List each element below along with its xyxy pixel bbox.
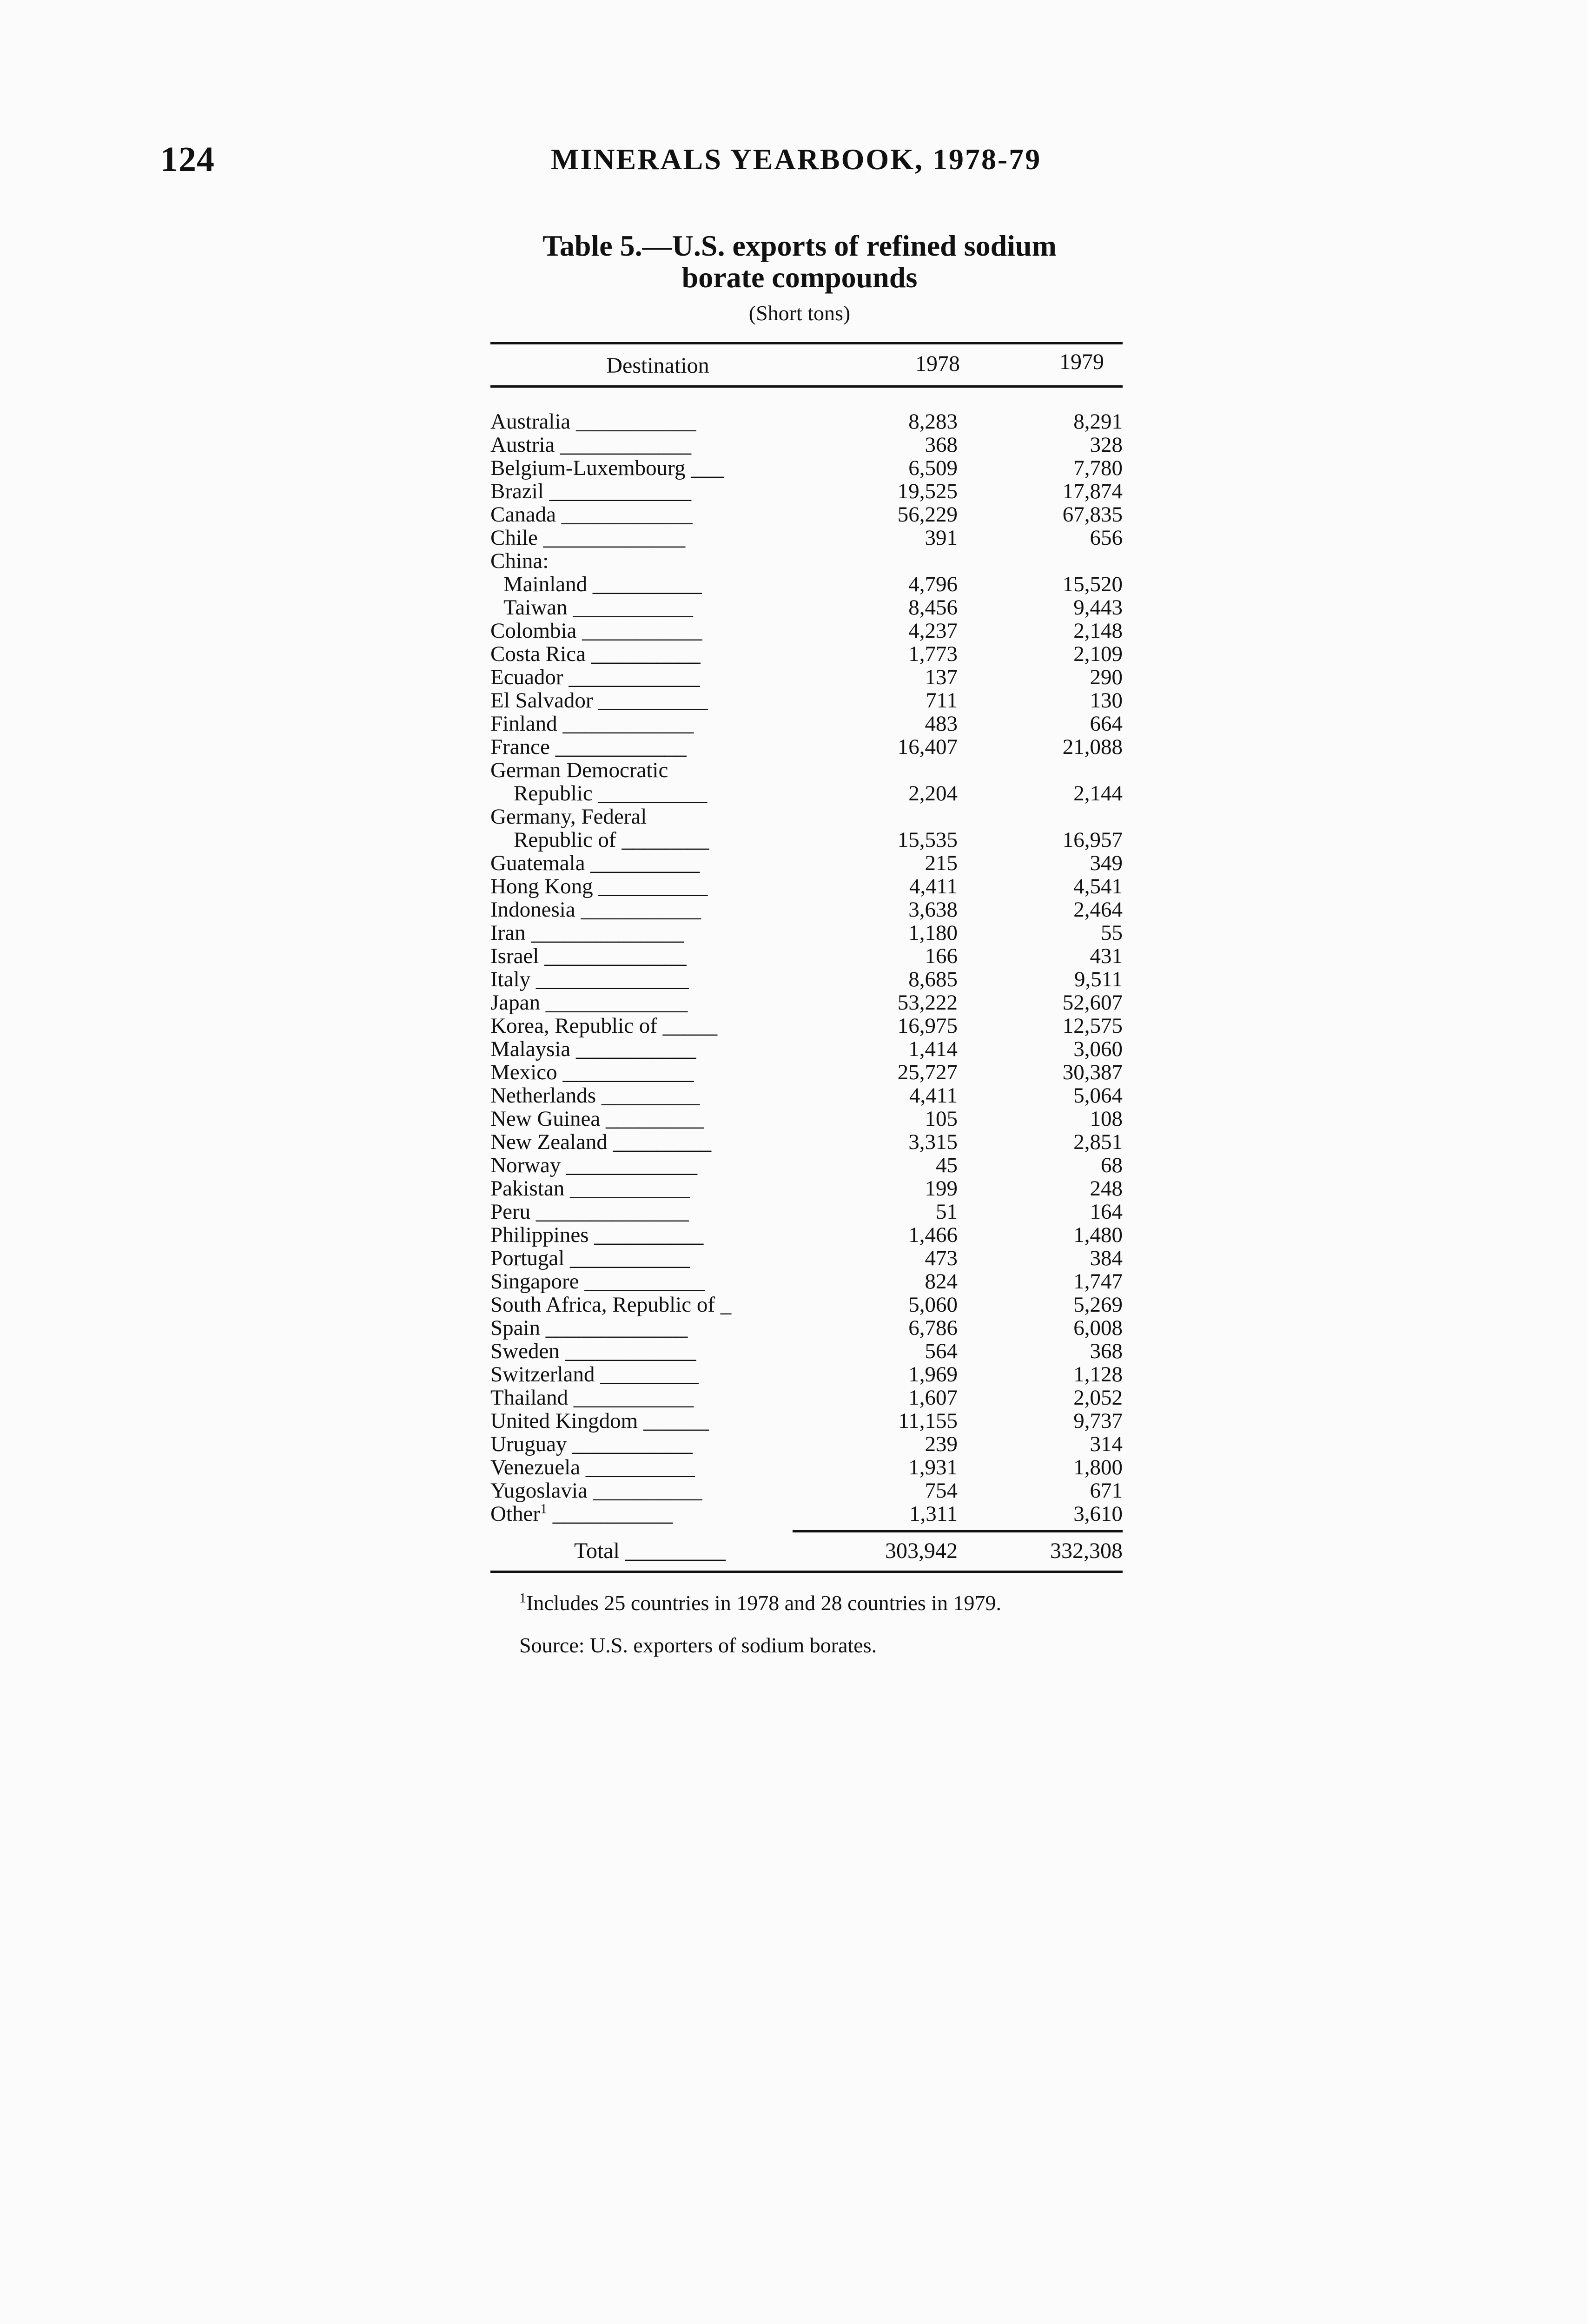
row-destination: Mexico ____________: [490, 1060, 694, 1084]
table-row: [490, 433, 1123, 456]
row-destination: Other$^1$ ___________: [490, 1501, 673, 1526]
row-destination: Switzerland _________: [490, 1362, 699, 1386]
row-value-1979: 130: [1090, 688, 1123, 713]
total-1978: 303,942: [885, 1538, 958, 1563]
table-row: [490, 991, 1123, 1014]
row-value-1978: 19,525: [897, 479, 958, 503]
row-destination: Pakistan ___________: [490, 1176, 690, 1201]
row-value-1978: 166: [925, 944, 958, 968]
row-value-1979: 4,541: [1073, 874, 1123, 898]
row-value-1978: 199: [925, 1176, 958, 1201]
row-value-1978: 51: [936, 1200, 958, 1224]
row-destination: Malaysia ___________: [490, 1037, 696, 1061]
table-row: [490, 1223, 1123, 1247]
row-destination: Yugoslavia __________: [490, 1479, 702, 1503]
row-destination: Mainland __________: [503, 572, 702, 596]
row-value-1978: 391: [925, 526, 958, 550]
footnote-marker: 1: [519, 1590, 526, 1606]
row-value-1979: 17,874: [1062, 479, 1123, 503]
row-value-1978: 6,786: [908, 1316, 958, 1340]
row-value-1979: 9,737: [1073, 1409, 1123, 1433]
row-value-1978: 239: [925, 1432, 958, 1456]
row-value-1978: 3,638: [908, 898, 958, 922]
table-row: [490, 1154, 1123, 1177]
row-destination: Costa Rica __________: [490, 642, 701, 666]
table-row: [490, 968, 1123, 991]
row-value-1979: 30,387: [1062, 1060, 1123, 1084]
row-value-1979: 349: [1090, 851, 1123, 875]
table-row: [490, 1433, 1123, 1456]
row-value-1978: 25,727: [897, 1060, 958, 1084]
row-value-1979: 2,851: [1073, 1130, 1123, 1154]
table-title: [476, 230, 1123, 293]
row-value-1979: 52,607: [1062, 990, 1123, 1015]
row-value-1979: 3,060: [1073, 1037, 1123, 1061]
row-destination: New Zealand _________: [490, 1130, 712, 1154]
row-destination: Netherlands _________: [490, 1083, 700, 1108]
row-destination: Australia ___________: [490, 409, 696, 434]
row-value-1979: 368: [1090, 1339, 1123, 1363]
total-1979: 332,308: [1050, 1538, 1123, 1563]
row-value-1979: 12,575: [1062, 1014, 1123, 1038]
row-value-1978: 15,535: [897, 828, 958, 852]
row-destination: United Kingdom ______: [490, 1409, 709, 1433]
row-value-1979: 67,835: [1062, 502, 1123, 527]
row-destination: Hong Kong __________: [490, 874, 708, 898]
row-value-1978: 3,315: [908, 1130, 958, 1154]
row-destination: China:: [490, 549, 549, 573]
row-destination: Venezuela __________: [490, 1455, 695, 1479]
table-row: [490, 735, 1123, 759]
table-body: [490, 410, 1123, 1525]
row-destination: Japan _____________: [490, 990, 688, 1015]
table-row: [490, 642, 1123, 666]
row-destination: Thailand ___________: [490, 1386, 694, 1410]
row-value-1978: 8,685: [908, 967, 958, 991]
table-row: [490, 1316, 1123, 1340]
row-destination: Colombia ___________: [490, 619, 702, 643]
row-value-1979: 2,464: [1073, 898, 1123, 922]
row-destination: Austria ____________: [490, 433, 692, 457]
row-value-1979: 328: [1090, 433, 1123, 457]
table-row: [490, 1456, 1123, 1479]
row-value-1978: 711: [926, 688, 958, 713]
row-value-1979: 314: [1090, 1432, 1123, 1456]
row-value-1978: 137: [925, 665, 958, 689]
table-container: [490, 230, 1123, 1657]
table-row: [490, 1037, 1123, 1061]
table-row: [490, 1479, 1123, 1502]
page-number: 124: [160, 140, 215, 179]
row-value-1978: 5,060: [908, 1293, 958, 1317]
row-value-1979: 9,511: [1074, 967, 1123, 991]
footnote-marker: 1: [540, 1501, 548, 1517]
row-destination: New Guinea _________: [490, 1107, 704, 1131]
row-value-1978: 105: [925, 1107, 958, 1131]
row-destination: Italy ______________: [490, 967, 689, 991]
row-destination: Republic __________: [514, 781, 708, 805]
row-value-1979: 664: [1090, 712, 1123, 736]
row-value-1979: 68: [1101, 1153, 1123, 1177]
total-label: Total _________: [574, 1538, 726, 1563]
row-destination: Chile _____________: [490, 526, 686, 550]
table-row: [490, 1247, 1123, 1270]
row-value-1979: 3,610: [1073, 1502, 1123, 1526]
row-destination: Norway ____________: [490, 1153, 698, 1177]
row-value-1978: 6,509: [908, 456, 958, 480]
row-value-1979: 164: [1090, 1200, 1123, 1224]
row-value-1978: 1,466: [908, 1223, 958, 1247]
row-value-1978: 1,607: [908, 1386, 958, 1410]
table-row: [490, 410, 1123, 433]
row-destination: Guatemala __________: [490, 851, 700, 875]
row-value-1979: 8,291: [1073, 409, 1123, 434]
row-destination: Uruguay ___________: [490, 1432, 693, 1456]
table-row: [490, 805, 1123, 828]
row-value-1979: 290: [1090, 665, 1123, 689]
table-title-line-1: Table 5.—U.S. exports of refined sodium: [542, 229, 1057, 262]
row-value-1978: 754: [925, 1479, 958, 1503]
row-destination: Spain _____________: [490, 1316, 688, 1340]
row-value-1979: 5,269: [1073, 1293, 1123, 1317]
row-value-1978: 1,773: [908, 642, 958, 666]
row-value-1978: 1,180: [908, 921, 958, 945]
row-value-1979: 656: [1090, 526, 1123, 550]
table-row: [490, 1061, 1123, 1084]
row-value-1978: 483: [925, 712, 958, 736]
row-value-1979: 9,443: [1073, 595, 1123, 620]
row-value-1978: 368: [925, 433, 958, 457]
running-head: MINERALS YEARBOOK, 1978-79: [551, 143, 1042, 176]
table-row: [490, 689, 1123, 712]
row-value-1979: 2,148: [1073, 619, 1123, 643]
row-destination: France ____________: [490, 735, 687, 759]
row-value-1978: 8,456: [908, 595, 958, 620]
table-row: [490, 852, 1123, 875]
row-value-1979: 15,520: [1062, 572, 1123, 596]
row-destination: Korea, Republic of _____: [490, 1014, 718, 1038]
table-row: [490, 712, 1123, 735]
table-row: [490, 1270, 1123, 1293]
row-value-1979: 21,088: [1062, 735, 1123, 759]
row-value-1979: 2,052: [1073, 1386, 1123, 1410]
row-value-1979: 1,480: [1073, 1223, 1123, 1247]
table-row: [490, 1014, 1123, 1037]
table-row: [490, 596, 1123, 619]
row-destination: Belgium-Luxembourg ___: [490, 456, 724, 480]
table-row: [490, 1107, 1123, 1130]
table-row: [490, 1293, 1123, 1316]
table-row: [490, 1502, 1123, 1525]
row-destination: Canada ____________: [490, 502, 693, 527]
table-row: [490, 503, 1123, 526]
row-value-1979: 248: [1090, 1176, 1123, 1201]
row-destination: Philippines __________: [490, 1223, 704, 1247]
row-value-1978: 11,155: [898, 1409, 958, 1433]
row-value-1979: 671: [1090, 1479, 1123, 1503]
row-value-1978: 4,237: [908, 619, 958, 643]
table-row: [490, 619, 1123, 642]
row-destination: Republic of ________: [514, 828, 709, 852]
table-row: [490, 921, 1123, 944]
row-value-1978: 564: [925, 1339, 958, 1363]
row-destination: Portugal ___________: [490, 1246, 690, 1270]
row-value-1978: 473: [925, 1246, 958, 1270]
row-destination: Finland ____________: [490, 712, 694, 736]
footnote-text: Includes 25 countries in 1978 and 28 countries in 1979.: [526, 1591, 1002, 1615]
row-value-1978: 4,796: [908, 572, 958, 596]
row-value-1979: 55: [1101, 921, 1123, 945]
row-value-1979: 2,144: [1073, 781, 1123, 805]
row-destination: Israel _____________: [490, 944, 687, 968]
table-header-row: [490, 344, 1123, 385]
row-value-1978: 53,222: [897, 990, 958, 1015]
row-value-1978: 1,414: [908, 1037, 958, 1061]
row-value-1978: 56,229: [897, 502, 958, 527]
row-value-1978: 16,975: [897, 1014, 958, 1038]
column-header-1978: 1978: [915, 351, 960, 376]
table-row: [490, 1340, 1123, 1363]
row-value-1979: 6,008: [1073, 1316, 1123, 1340]
row-destination: Brazil _____________: [490, 479, 692, 503]
total-row: [490, 1532, 1123, 1570]
column-header-1979: 1979: [1059, 350, 1104, 374]
table-row: [490, 782, 1123, 805]
row-value-1979: 5,064: [1073, 1083, 1123, 1108]
table-row: [490, 1363, 1123, 1386]
table-row: [490, 666, 1123, 689]
table-row: [490, 1409, 1123, 1433]
table-row: [490, 875, 1123, 898]
row-value-1979: 1,128: [1073, 1362, 1123, 1386]
row-value-1978: 16,407: [897, 735, 958, 759]
row-destination: Germany, Federal: [490, 805, 647, 829]
source-note: Source: U.S. exporters of sodium borates.: [519, 1633, 877, 1657]
column-header-destination: Destination: [606, 353, 709, 378]
table-row: [490, 480, 1123, 503]
table-row: [490, 1130, 1123, 1154]
row-value-1979: 108: [1090, 1107, 1123, 1131]
row-destination: Sweden ____________: [490, 1339, 696, 1363]
row-value-1978: 4,411: [909, 874, 958, 898]
table-row: [490, 898, 1123, 921]
row-value-1979: 16,957: [1062, 828, 1123, 852]
table-units: (Short tons): [748, 301, 851, 325]
row-value-1979: 1,800: [1073, 1455, 1123, 1479]
row-value-1978: 4,411: [909, 1083, 958, 1108]
table-row: [490, 549, 1123, 573]
row-value-1979: 384: [1090, 1246, 1123, 1270]
table-row: [490, 1200, 1123, 1223]
row-destination: El Salvador __________: [490, 688, 708, 713]
row-value-1978: 2,204: [908, 781, 958, 805]
table-row: [490, 759, 1123, 782]
row-value-1978: 1,931: [908, 1455, 958, 1479]
table-row: [490, 1177, 1123, 1200]
row-destination: Taiwan ___________: [503, 595, 693, 620]
row-value-1978: 824: [925, 1269, 958, 1294]
row-destination: Ecuador ____________: [490, 665, 700, 689]
table-row: [490, 828, 1123, 852]
footnote: [519, 1591, 1123, 1615]
row-value-1978: 215: [925, 851, 958, 875]
table-row: [490, 1084, 1123, 1107]
table-row: [490, 1386, 1123, 1409]
row-value-1979: 1,747: [1073, 1269, 1123, 1294]
row-destination: Singapore ___________: [490, 1269, 705, 1294]
table-row: [490, 944, 1123, 968]
row-value-1978: 1,969: [908, 1362, 958, 1386]
row-value-1979: 431: [1090, 944, 1123, 968]
row-destination: Peru ______________: [490, 1200, 689, 1224]
row-destination: German Democratic: [490, 758, 668, 782]
table-row: [490, 456, 1123, 480]
row-destination: South Africa, Republic of _: [490, 1293, 732, 1317]
table-title-line-2: borate compounds: [681, 261, 918, 294]
row-destination: Iran ______________: [490, 921, 684, 945]
row-value-1978: 45: [936, 1153, 958, 1177]
table-row: [490, 573, 1123, 596]
table-bottom-rule: [490, 1571, 1123, 1573]
table-row: [490, 526, 1123, 549]
row-destination: Indonesia ___________: [490, 898, 701, 922]
row-value-1978: 8,283: [908, 409, 958, 434]
row-value-1979: 7,780: [1073, 456, 1123, 480]
row-value-1978: 1,311: [909, 1502, 958, 1526]
table-header-rule: [490, 385, 1123, 388]
row-value-1979: 2,109: [1073, 642, 1123, 666]
